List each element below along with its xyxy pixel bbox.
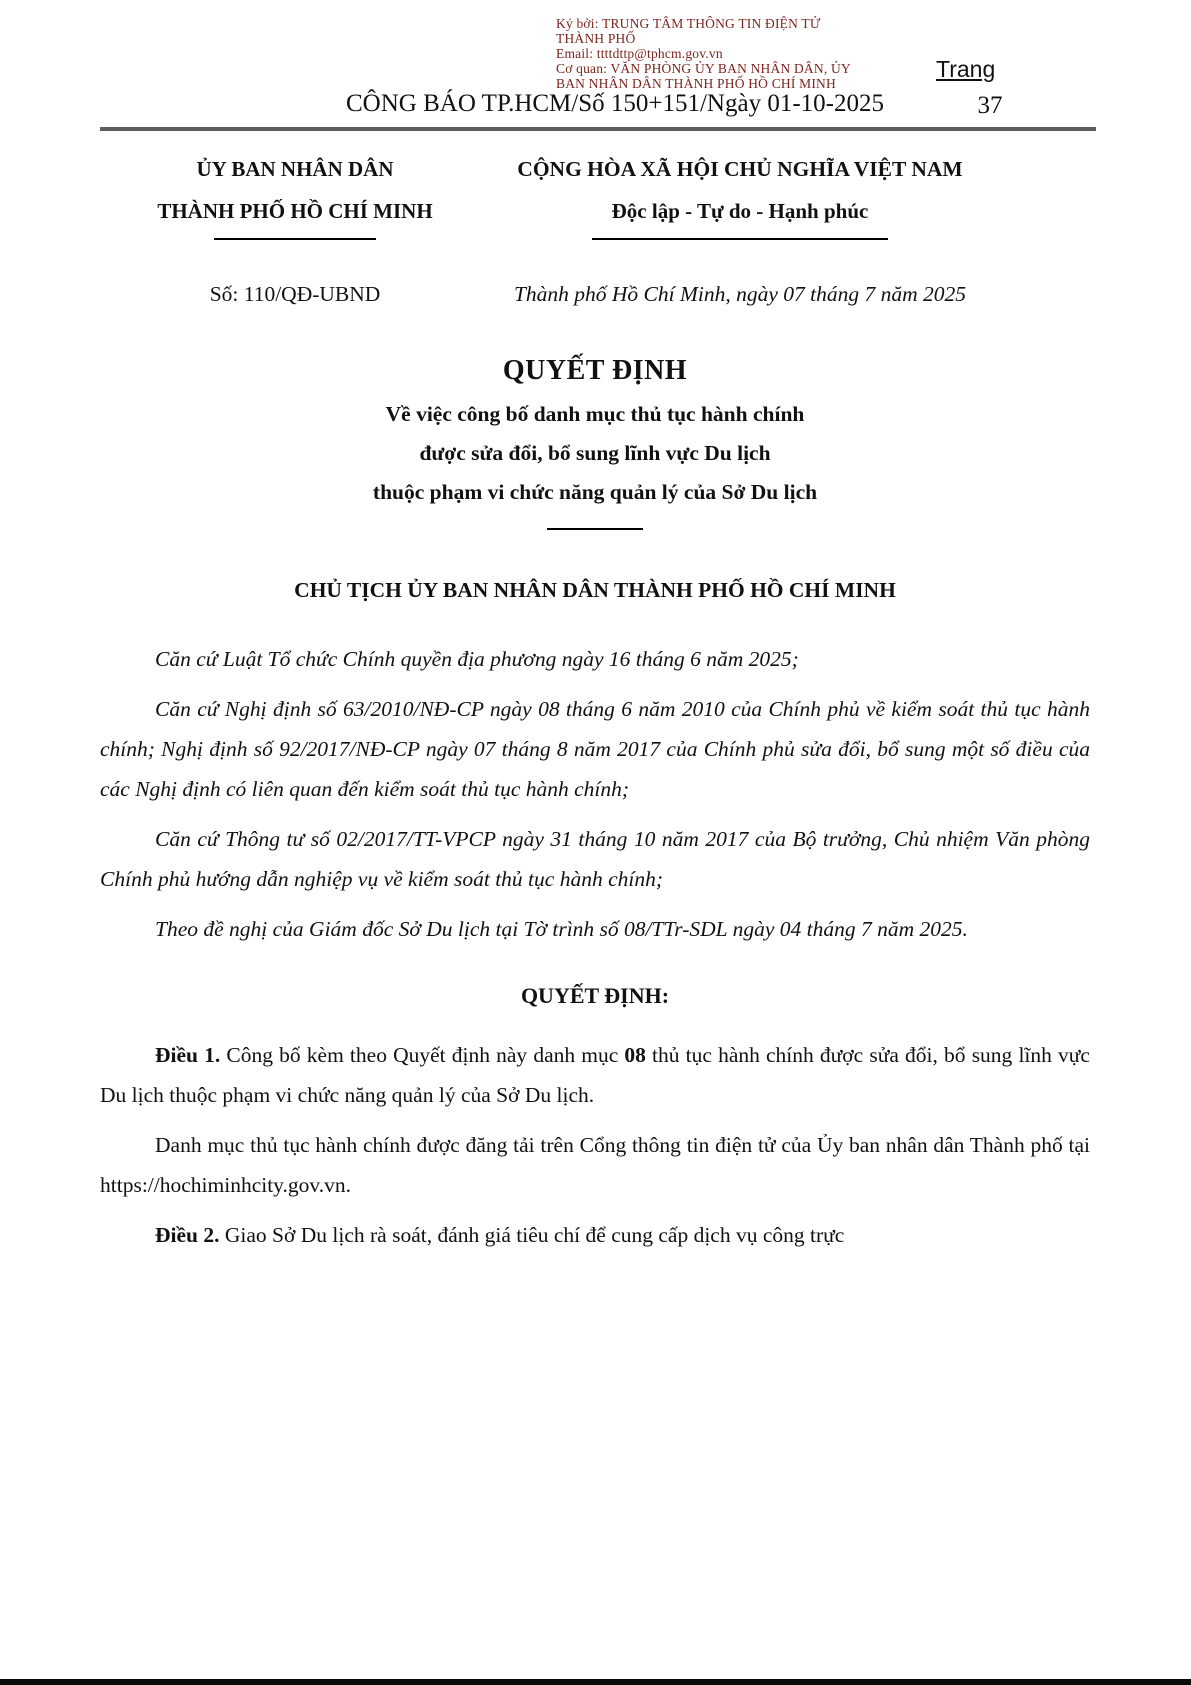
place-and-date: Thành phố Hồ Chí Minh, ngày 07 tháng 7 năm 2025 [513, 282, 967, 306]
document-number: Số: 110/QĐ-UBND [209, 282, 381, 306]
republic-title: CỘNG HÒA XÃ HỘI CHỦ NGHĨA VIỆT NAM [517, 157, 963, 181]
issuing-authority-block [100, 148, 490, 240]
article-1-lead: Điều 1. [155, 1043, 221, 1067]
decision-heading: QUYẾT ĐỊNH: [520, 983, 670, 1008]
article-1 [100, 1035, 1090, 1115]
portal-paragraph: Danh mục thủ tục hành chính được đăng tải trên Cổng thông tin điện tử của Ủy ban nhân dân Thành phố tại https://hochiminhcity.gov.vn. [100, 1133, 1090, 1197]
article-2-lead: Điều 2. [155, 1223, 220, 1247]
preamble-clause-3: Căn cứ Thông tư số 02/2017/TT-VPCP ngày 31 tháng 10 năm 2017 của Bộ trưởng, Chủ nhiệm Văn phòng Chính phủ hướng dẫn nghiệp vụ về kiểm soát thủ tục hành chính; [100, 827, 1090, 891]
article-1-text-a: Công bố kèm theo Quyết định này danh mục [220, 1043, 625, 1067]
document-subtitle-line2: được sửa đổi, bổ sung lĩnh vực Du lịch [419, 441, 771, 465]
header-double-rule [100, 127, 1096, 131]
signature-line-email: Email: ttttdttp@tphcm.gov.vn [556, 46, 723, 61]
page-label-trang: Trang [936, 56, 996, 82]
preamble-clause-4: Theo đề nghị của Giám đốc Sở Du lịch tại Tờ trình số 08/TTr-SDL ngày 04 tháng 7 năm 2025. [155, 917, 968, 941]
national-header [100, 148, 1090, 240]
document-meta-row [100, 282, 1090, 307]
national-motto: Độc lập - Tự do - Hạnh phúc [611, 199, 869, 223]
article-2 [100, 1215, 1090, 1255]
issuing-authority-line2: THÀNH PHỐ HỒ CHÍ MINH [157, 199, 433, 223]
issuing-authority-underline [214, 238, 376, 240]
article-1-text-b: thủ tục hành chính được sửa đổi, bổ sung lĩnh vực Du lịch thuộc phạm vi chức năng quản lý của Sở Du lịch. [100, 1043, 1090, 1107]
signature-line-signed-by: Ký bởi: TRUNG TÂM THÔNG TIN ĐIỆN TỬ [556, 16, 821, 31]
document-title-block [100, 355, 1090, 530]
page-bottom-scan-edge [0, 1679, 1191, 1685]
article-2-text: Giao Sở Du lịch rà soát, đánh giá tiêu chí để cung cấp dịch vụ công trực [219, 1223, 845, 1247]
document-title: QUYẾT ĐỊNH [502, 355, 688, 386]
signature-line-agency-1: Cơ quan: VĂN PHÒNG ỦY BAN NHÂN DÂN, ỦY [556, 61, 851, 76]
national-motto-block [490, 148, 990, 240]
preamble-clause-1: Căn cứ Luật Tổ chức Chính quyền địa phương ngày 16 tháng 6 năm 2025; [155, 647, 799, 671]
document-subtitle-line1: Về việc công bố danh mục thủ tục hành chính [385, 402, 805, 426]
signature-line-org: THÀNH PHỐ [556, 31, 636, 46]
title-divider-line [547, 528, 643, 530]
article-1-count: 08 [624, 1043, 646, 1067]
document-body [100, 148, 1090, 1255]
issuer-heading: CHỦ TỊCH ỦY BAN NHÂN DÂN THÀNH PHỐ HỒ CHÍ MINH [294, 578, 896, 602]
preamble-clause-2: Căn cứ Nghị định số 63/2010/NĐ-CP ngày 08 tháng 6 năm 2010 của Chính phủ về kiểm soát thủ tục hành chính; Nghị định số 92/2017/NĐ-CP ngày 07 tháng 8 năm 2017 của Chính phủ sửa đổi, bổ sung một số điều của các Nghị định có liên quan đến kiểm soát thủ tục hành chính; [100, 697, 1090, 801]
digital-signature-stamp [556, 16, 896, 91]
national-motto-underline [592, 238, 888, 240]
issuing-authority-line1: ỦY BAN NHÂN DÂN [196, 157, 394, 181]
signature-line-agency-2: BAN NHÂN DÂN THÀNH PHỐ HỒ CHÍ MINH [556, 76, 836, 91]
document-subtitle-line3: thuộc phạm vi chức năng quản lý của Sở Du lịch [372, 480, 818, 504]
gazette-masthead: CÔNG BÁO TP.HCM/Số 150+151/Ngày 01-10-2025 [346, 90, 884, 117]
page-number: 37 [977, 92, 1003, 119]
